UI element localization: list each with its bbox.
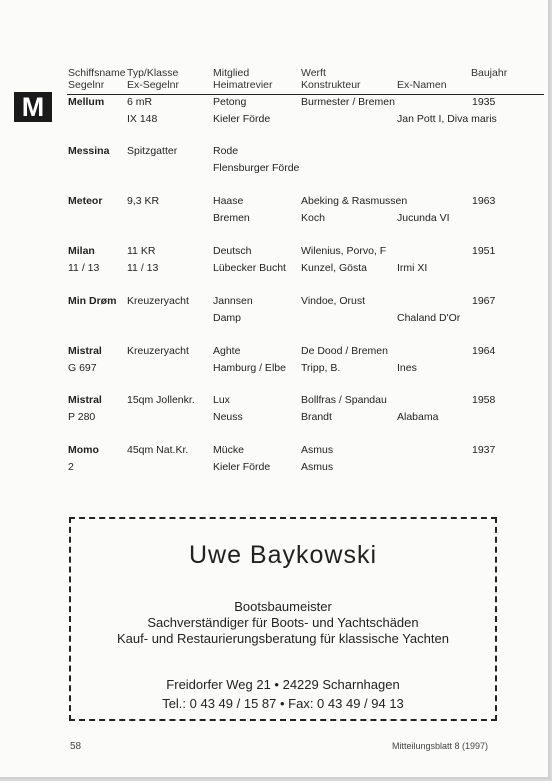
build-year: 1951: [472, 245, 496, 257]
boat-name: Meteor: [68, 195, 103, 207]
shipyard: De Dood / Bremen: [301, 345, 388, 357]
ad-phone-fax: Tel.: 0 43 49 / 15 87 • Fax: 0 43 49 / 94 13: [162, 696, 404, 711]
home-waters: Flensburger Förde: [213, 162, 300, 174]
header-baujahr: Baujahr: [471, 67, 508, 79]
boat-name: Messina: [68, 145, 110, 157]
ex-names: Jan Pott I, Diva maris: [397, 113, 497, 125]
header-col-exnames: [397, 67, 447, 91]
sail-number: P 280: [68, 411, 96, 423]
home-waters: Damp: [213, 312, 242, 324]
ad-title: Bootsbaumeister: [234, 599, 332, 614]
member: Mücke: [213, 444, 244, 456]
home-waters: Kieler Förde: [213, 113, 271, 125]
header-heimatrevier: Heimatrevier: [213, 79, 273, 91]
home-waters: Lübecker Bucht: [213, 262, 286, 274]
member: Petong: [213, 96, 247, 108]
build-year: 1963: [472, 195, 496, 207]
header-col-type: [127, 67, 179, 91]
header-ex-namen: Ex-Namen: [397, 79, 447, 91]
advertisement-box: [69, 517, 497, 721]
designer: Tripp, B.: [301, 362, 341, 374]
sail-number: 11 / 13: [68, 262, 100, 274]
boat-name: Mistral: [68, 394, 102, 406]
home-waters: Neuss: [213, 411, 243, 423]
shipyard: Asmus: [301, 444, 334, 456]
shipyard: Bollfras / Spandau: [301, 394, 387, 406]
ad-address: Freidorfer Weg 21 • 24229 Scharnhagen: [166, 677, 400, 692]
build-year: 1958: [472, 394, 496, 406]
header-schiffsname: Schiffsname: [68, 67, 126, 79]
designer: Kunzel, Gösta: [301, 262, 367, 274]
header-werft: Werft: [301, 67, 326, 79]
shipyard: Burmester / Bremen: [301, 96, 395, 108]
member: Haase: [213, 195, 244, 207]
member: Aghte: [213, 345, 241, 357]
boat-type: 9,3 KR: [127, 195, 160, 207]
boat-name: Mellum: [68, 96, 105, 108]
member: Rode: [213, 145, 239, 157]
sail-number: G 697: [68, 362, 97, 374]
build-year: 1935: [472, 96, 496, 108]
build-year: 1964: [472, 345, 496, 357]
member: Lux: [213, 394, 230, 406]
boat-name: Min Drøm: [68, 295, 117, 307]
ex-sail-number: IX 148: [127, 113, 158, 125]
header-col-yard: [301, 67, 361, 91]
ex-names: Ines: [397, 362, 417, 374]
section-letter-tab: M: [14, 92, 52, 122]
designer: Koch: [301, 212, 325, 224]
boat-name: Milan: [68, 245, 95, 257]
member: Deutsch: [213, 245, 252, 257]
home-waters: Kieler Förde: [213, 461, 271, 473]
header-segelnr: Segelnr: [68, 79, 105, 91]
ex-names: Chaland D'Or: [397, 312, 461, 324]
boat-type: Kreuzeryacht: [127, 295, 189, 307]
shipyard: Abeking & Rasmussen: [301, 195, 408, 207]
ex-sail-number: 11 / 13: [127, 262, 159, 274]
home-waters: Hamburg / Elbe: [213, 362, 286, 374]
boat-type: 15qm Jollenkr.: [127, 394, 195, 406]
sail-number: 2: [68, 461, 74, 473]
header-col-member: [213, 67, 273, 91]
build-year: 1937: [472, 444, 496, 456]
boat-name: Momo: [68, 444, 99, 456]
ex-names: Alabama: [397, 411, 439, 423]
ad-service-1: Sachverständiger für Boots- und Yachtschäden: [147, 615, 419, 630]
boat-type: Spitzgatter: [127, 145, 178, 157]
ex-names: Irmi XI: [397, 262, 428, 274]
shipyard: Wilenius, Porvo, F: [301, 245, 387, 257]
designer: Asmus: [301, 461, 334, 473]
header-mitglied: Mitglied: [213, 67, 250, 79]
header-col-name: [68, 67, 126, 91]
ad-company-name: Uwe Baykowski: [188, 541, 378, 569]
build-year: 1967: [472, 295, 496, 307]
boat-type: Kreuzeryacht: [127, 345, 189, 357]
boat-type: 11 KR: [127, 245, 156, 257]
publication-name: Mitteilungsblatt 8 (1997): [392, 741, 489, 751]
boat-type: 45qm Nat.Kr.: [127, 444, 189, 456]
ad-service-2: Kauf- und Restaurierungsberatung für klassische Yachten: [117, 631, 449, 646]
shipyard: Vindoe, Orust: [301, 295, 366, 307]
boat-type: 6 mR: [127, 96, 153, 108]
boat-name: Mistral: [68, 345, 102, 357]
header-ex-segelnr: Ex-Segelnr: [127, 79, 179, 91]
ex-names: Jucunda VI: [397, 212, 450, 224]
header-konstrukteur: Konstrukteur: [301, 79, 361, 91]
member: Jannsen: [213, 295, 253, 307]
header-col-year: [471, 67, 507, 79]
home-waters: Bremen: [213, 212, 250, 224]
header-typ-klasse: Typ/Klasse: [127, 67, 179, 79]
designer: Brandt: [301, 411, 332, 423]
page-number: 58: [70, 741, 82, 752]
